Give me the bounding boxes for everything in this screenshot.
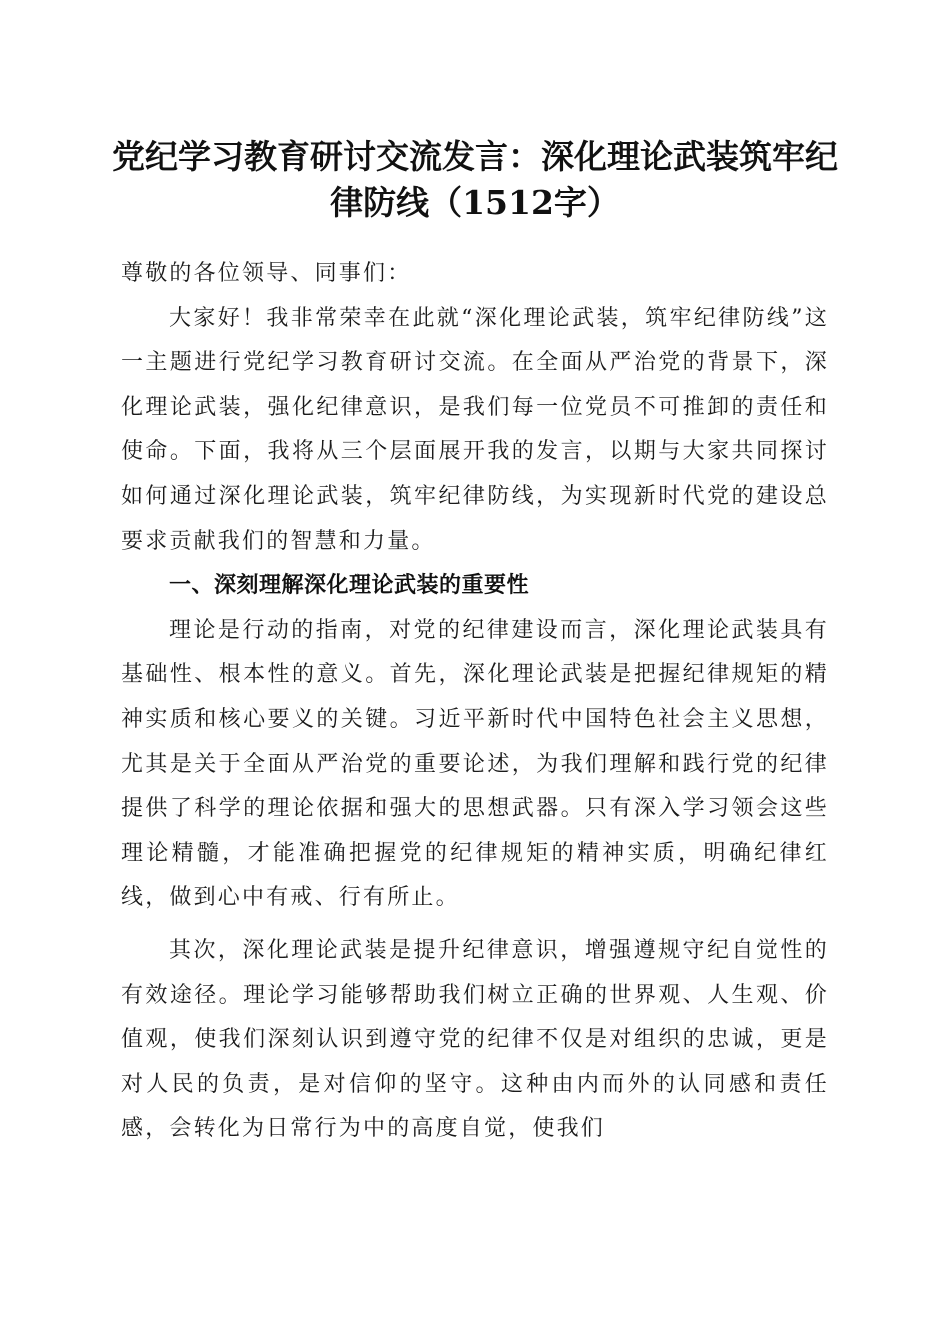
section-1-heading: 一、深刻理解深化理论武装的重要性 [169, 573, 530, 599]
intro-paragraph: 大家好！我非常荣幸在此就“深化理论武装，筑牢纪律防线”这一主题进行党纪学习教育研讨交流。在全面从严治党的背景下，深化理论武装，强化纪律意识，是我们每一位党员不可推卸的责任和使命。下面，我将从三个层面展开我的发言，以期与大家共同探讨如何通过深化理论武装，筑牢纪律防线，为实现新时代党的建设总要求贡献我们的智慧和力量。 [121, 305, 829, 554]
paragraph-gap [121, 921, 829, 929]
section-1-paragraph: 理论是行动的指南，对党的纪律建设而言，深化理论武装具有基础性、根本性的意义。首先，深化理论武装是把握纪律规矩的精神实质和核心要义的关键。习近平新时代中国特色社会主义思想，尤其是关于全面从严治党的重要论述，为我们理解和践行党的纪律提供了科学的理论依据和强大的思想武器。只有深入学习领会这些理论精髓，才能准确把握党的纪律规矩的精神实质，明确纪律红线，做到心中有戒、行有所止。 [121, 617, 829, 911]
section-1-paragraph: 其次，深化理论武装是提升纪律意识，增强遵规守纪自觉性的有效途径。理论学习能够帮助我们树立正确的世界观、人生观、价值观，使我们深刻认识到遵守党的纪律不仅是对组织的忠诚，更是对人民的负责，是对信仰的坚守。这种由内而外的认同感和责任感，会转化为日常行为中的高度自觉，使我们 [121, 937, 829, 1142]
document-title: 党纪学习教育研讨交流发言：深化理论武装筑牢纪律防线（1512字） [112, 137, 838, 222]
salutation: 尊敬的各位领导、同事们： [121, 261, 412, 286]
document-body [121, 252, 829, 1152]
